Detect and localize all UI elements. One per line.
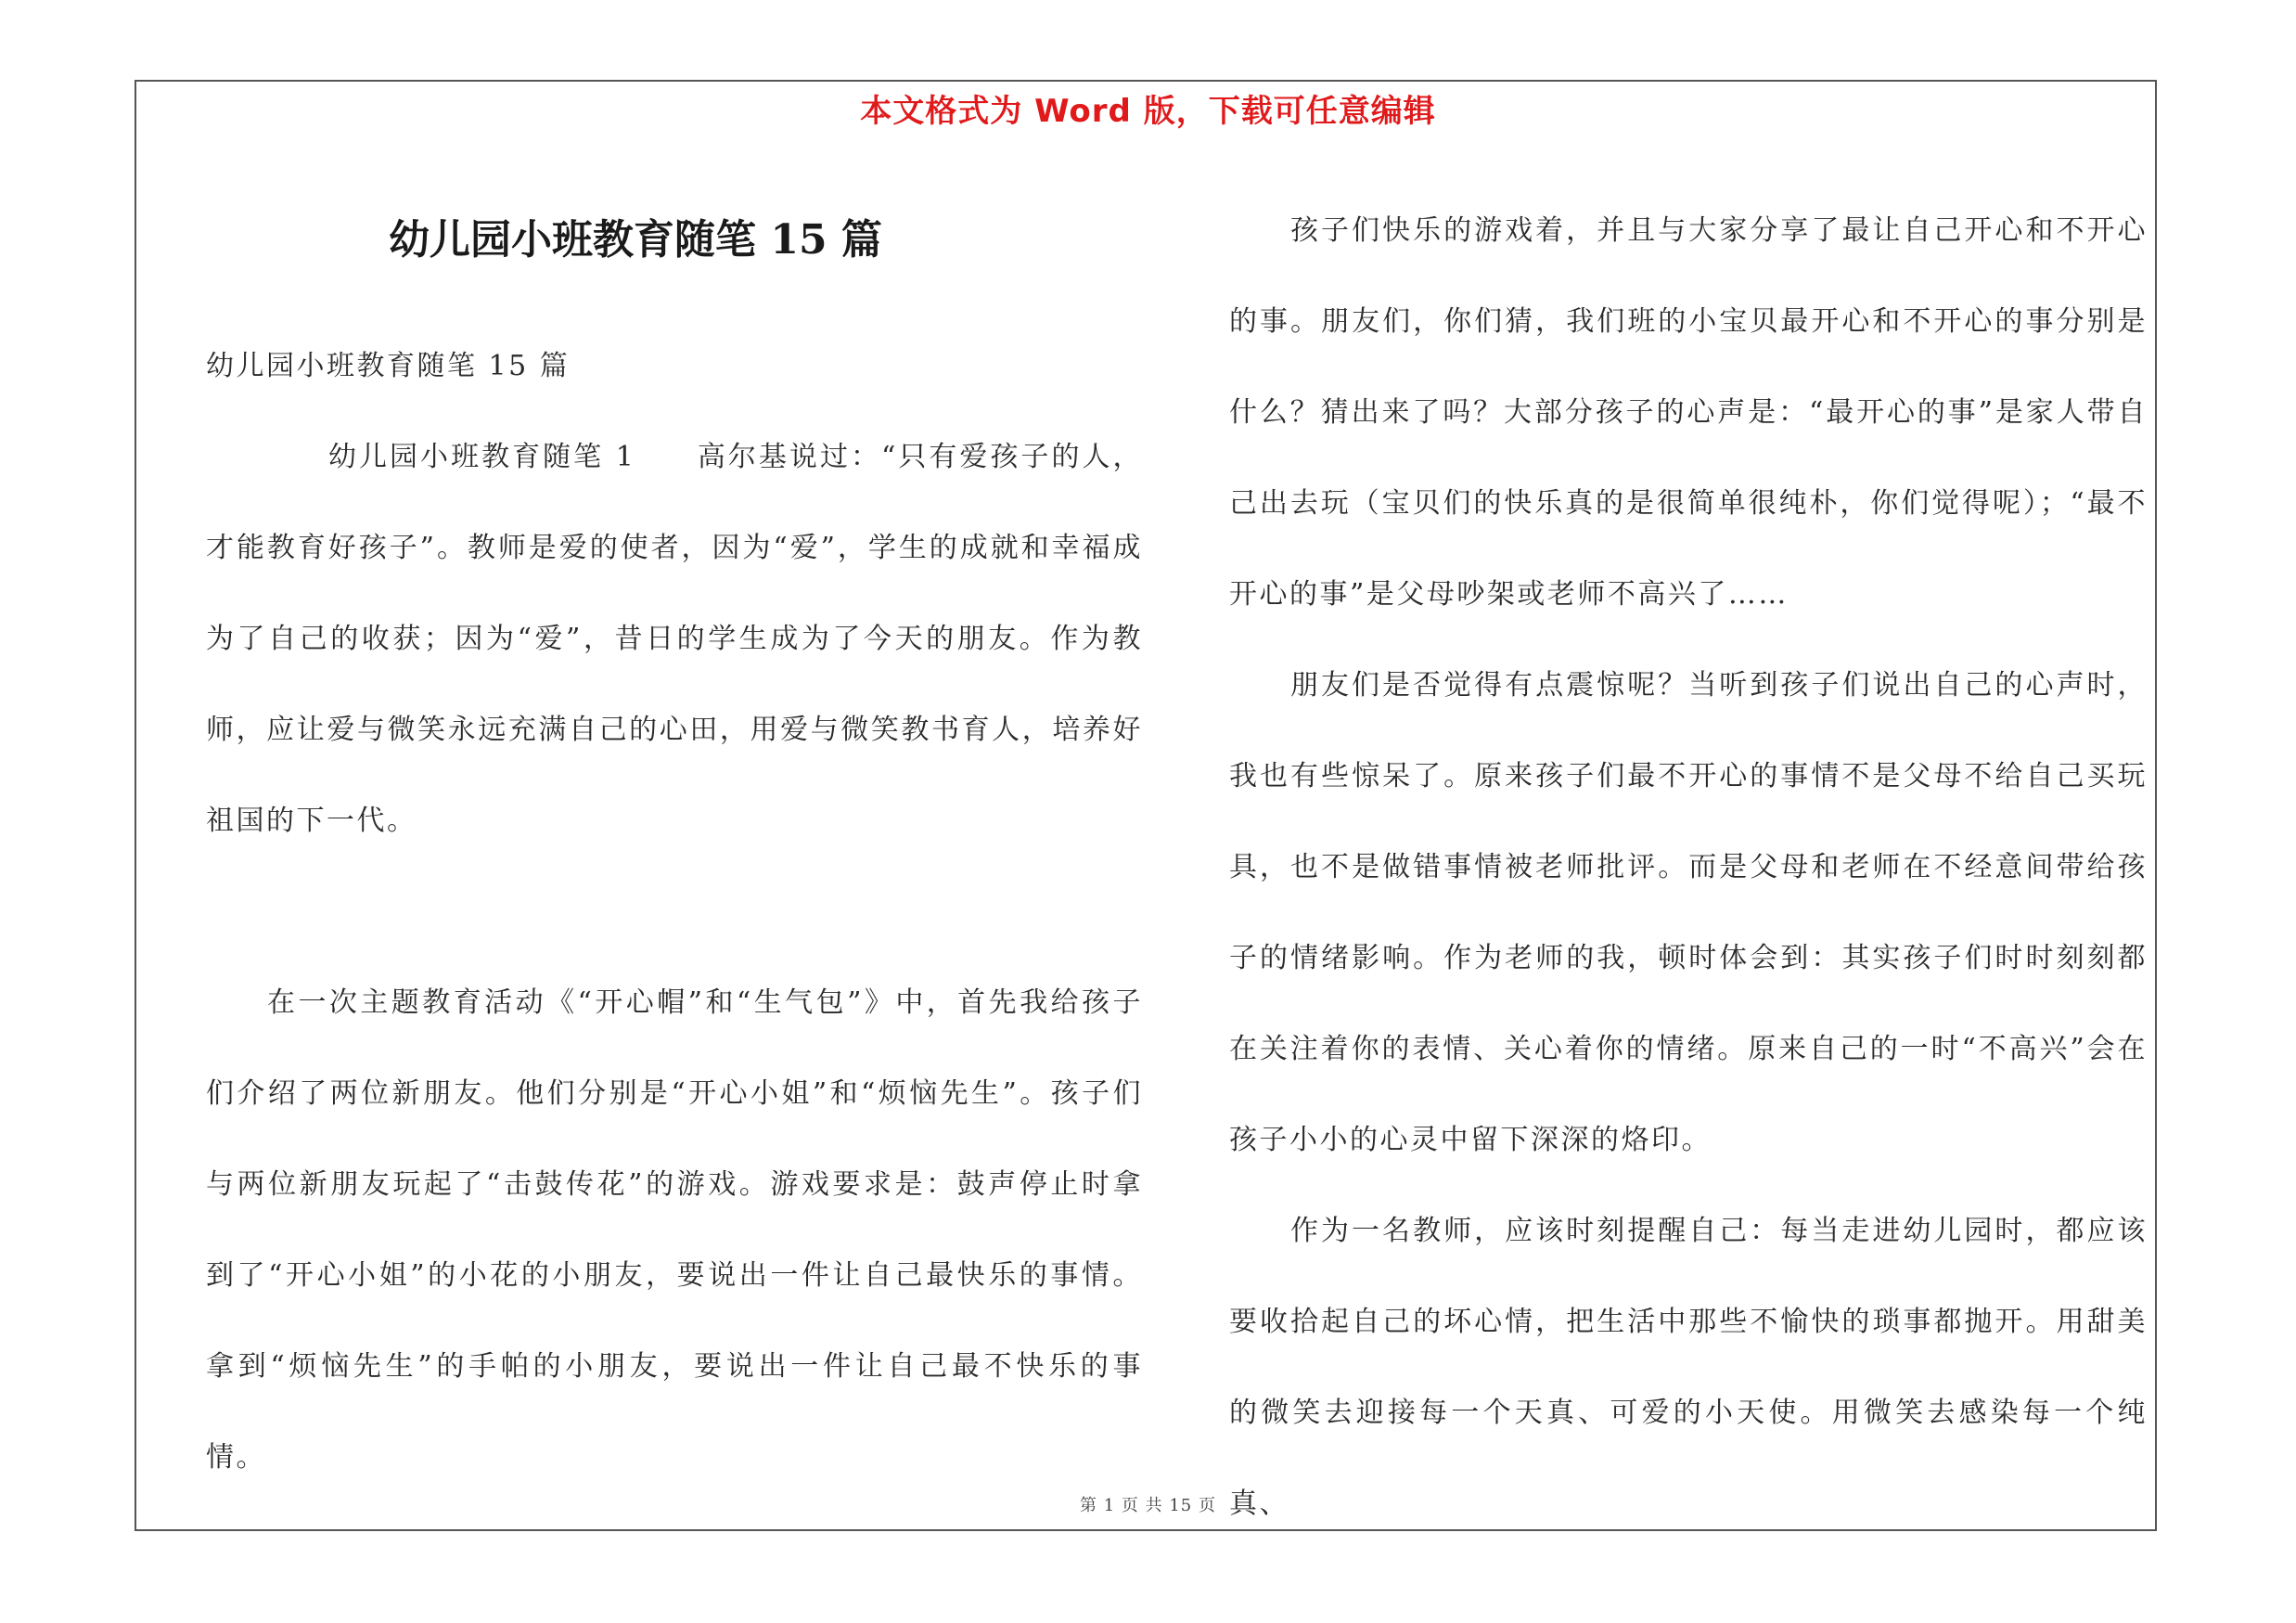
left-paragraph-2: 在一次主题教育活动《“开心帽”和“生气包”》中，首先我给孩子们介绍了两位新朋友。他们分别是“开心小姐”和“烦恼先生”。孩子们与两位新朋友玩起了“击鼓传花”的游戏。游戏要求是：鼓声停止时拿到了“开心小姐”的小花的小朋友，要说出一件让自己最快乐的事情。拿到“烦恼先生”的手帕的小朋友，要说出一件让自己最不快乐的事情。 (206, 986, 1143, 1474)
subtitle: 幼儿园小班教育随笔 15 篇 (206, 350, 571, 382)
right-paragraph-3: 作为一名教师，应该时刻提醒自己：每当走进幼儿园时，都应该要收拾起自己的坏心情，把生活中那些不愉快的琐事都抛开。用甜美的微笑去迎接每一个天真、可爱的小天使。用微笑去感染每一个纯真、 (1229, 1215, 2148, 1520)
paragraph-gap (206, 867, 1143, 958)
format-banner: 本文格式为 Word 版，下载可任意编辑 (860, 93, 1436, 130)
document-title: 幼儿园小班教育随笔 15 篇 (389, 216, 882, 264)
right-paragraph-1: 孩子们快乐的游戏着，并且与大家分享了最让自己开心和不开心的事。朋友们，你们猜，我们班的小宝贝最开心和不开心的事分别是什么？猜出来了吗？大部分孩子的心声是：“最开心的事”是家人带自己出去玩（宝贝们的快乐真的是很简单很纯朴，你们觉得呢）；“最不开心的事”是父母吵架或老师不高兴了…… (1229, 214, 2148, 611)
page-number-footer: 第 1 页 共 15 页 (1080, 1496, 1216, 1515)
right-column (1229, 186, 2148, 1550)
left-column (206, 321, 1143, 1503)
right-paragraph-2: 朋友们是否觉得有点震惊呢？当听到孩子们说出自己的心声时，我也有些惊呆了。原来孩子们最不开心的事情不是父母不给自己买玩具，也不是做错事情被老师批评。而是父母和老师在不经意间带给孩子的情绪影响。作为老师的我，顿时体会到：其实孩子们时时刻刻都在关注着你的表情、关心着你的情绪。原来自己的一时“不高兴”会在孩子小小的心灵中留下深深的烙印。 (1229, 669, 2148, 1156)
left-paragraph-1: 幼儿园小班教育随笔 1 高尔基说过：“只有爱孩子的人，才能教育好孩子”。教师是爱的使者，因为“爱”，学生的成就和幸福成为了自己的收获；因为“爱”，昔日的学生成为了今天的朋友。作为教师，应让爱与微笑永远充满自己的心田，用爱与微笑教书育人，培养好祖国的下一代。 (206, 441, 1143, 837)
